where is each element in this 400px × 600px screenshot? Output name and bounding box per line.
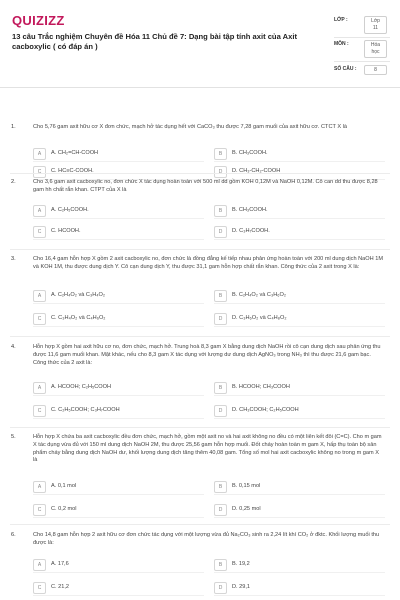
option-underline bbox=[214, 303, 385, 304]
option-underline bbox=[33, 303, 204, 304]
question-divider bbox=[10, 173, 390, 174]
option-text: D. 0,25 mol bbox=[232, 506, 261, 512]
option-letter-box: A bbox=[33, 382, 46, 394]
option-letter-box: C bbox=[33, 504, 46, 516]
option-underline bbox=[33, 218, 204, 219]
option-text: B. 19,2 bbox=[232, 561, 250, 567]
option-letter-box: B bbox=[214, 290, 227, 302]
question-number: 3. bbox=[11, 256, 16, 262]
option-letter-box: D bbox=[214, 504, 227, 516]
option-underline bbox=[214, 595, 385, 596]
option-text: A. CH₂=CH-COOH bbox=[51, 150, 99, 156]
question-divider bbox=[10, 249, 390, 250]
option-b[interactable] bbox=[214, 481, 385, 493]
option-text: B. HCOOH; CH₃COOH bbox=[232, 384, 290, 390]
option-text: C. HC≡C-COOH. bbox=[51, 168, 94, 174]
option-text: B. CH₃COOH. bbox=[232, 207, 268, 213]
class-label: LỚP : bbox=[334, 17, 348, 23]
option-underline bbox=[33, 595, 204, 596]
option-letter-box: D bbox=[214, 166, 227, 178]
option-a[interactable] bbox=[33, 481, 204, 493]
option-text: D. CH₃COOH; C₂H₅COOH bbox=[232, 407, 299, 413]
option-d[interactable] bbox=[214, 313, 385, 325]
option-underline bbox=[33, 418, 204, 419]
option-underline bbox=[214, 161, 385, 162]
option-letter-box: D bbox=[214, 405, 227, 417]
question-count-label: SỐ CÂU : bbox=[334, 66, 357, 72]
option-letter-box: C bbox=[33, 166, 46, 178]
subject-label: MÔN : bbox=[334, 41, 349, 47]
option-letter-box: A bbox=[33, 205, 46, 217]
option-c[interactable] bbox=[33, 313, 204, 325]
option-underline bbox=[214, 494, 385, 495]
option-text: A. HCOOH; C₂H₅COOH bbox=[51, 384, 112, 390]
option-text: D. C₃H₆O₂ và C₄H₈O₂ bbox=[232, 315, 287, 321]
option-underline bbox=[33, 572, 204, 573]
option-c[interactable] bbox=[33, 582, 204, 594]
option-text: D. 29,1 bbox=[232, 584, 251, 590]
option-underline bbox=[214, 572, 385, 573]
option-letter-box: C bbox=[33, 313, 46, 325]
option-letter-box: A bbox=[33, 148, 46, 160]
page-title: 13 câu Trắc nghiệm Chuyên đề Hóa 11 Chủ đề 7: Dạng bài tập tính axit của Axit cacboxylic ( có đáp án ) bbox=[12, 32, 297, 51]
option-letter-box: A bbox=[33, 559, 46, 571]
meta-divider bbox=[334, 37, 390, 38]
option-text: A. C₂H₄O₂ và C₃H₄O₂ bbox=[51, 292, 106, 298]
option-text: C. C₂H₅COOH; C₃H₇COOH bbox=[51, 407, 120, 413]
option-underline bbox=[214, 239, 385, 240]
option-text: C. 0,2 mol bbox=[51, 506, 77, 512]
question-divider bbox=[10, 427, 390, 428]
meta-divider bbox=[334, 61, 390, 62]
option-underline bbox=[33, 161, 204, 162]
option-d[interactable] bbox=[214, 166, 385, 178]
option-letter-box: D bbox=[214, 582, 227, 594]
option-text: B. CH₃COOH. bbox=[232, 150, 268, 156]
option-text: C. C₃H₄O₂ và C₄H₆O₂ bbox=[51, 315, 106, 321]
option-letter-box: A bbox=[33, 481, 46, 493]
question-text: Cho 14,8 gam hỗn hợp 2 axit hữu cơ đơn chức tác dụng với một lượng vừa đủ Na₂CO₃ sinh ra 2,24 lít khí CO₂ ở đktc. Khối lượng muối thu được là: bbox=[33, 532, 380, 546]
option-c[interactable] bbox=[33, 504, 204, 516]
option-a[interactable] bbox=[33, 205, 204, 217]
option-underline bbox=[214, 218, 385, 219]
question-number: 4. bbox=[11, 344, 16, 350]
question-divider bbox=[10, 524, 390, 525]
option-letter-box: B bbox=[214, 481, 227, 493]
option-a[interactable] bbox=[33, 148, 204, 160]
quizizz-logo: QUIZIZZ bbox=[12, 13, 65, 28]
option-text: A. 0,1 mol bbox=[51, 483, 77, 489]
option-letter-box: D bbox=[214, 226, 227, 238]
question-count-value: 8 bbox=[364, 65, 387, 75]
option-c[interactable] bbox=[33, 166, 204, 178]
question-text: Cho 16,4 gam hỗn hợp X gồm 2 axit cacboxylic no, đơn chức là đồng đẳng kế tiếp nhau phản ứng hoàn toàn với 200 ml dung dịch NaOH 1M và KOH 1M, thu được dung dịch Y. Cô cạn dung dịch Y, thu được 31,1 gam hỗn hợp chất rắn khan. Công thức của 2 axit trong X là: bbox=[33, 256, 383, 270]
option-underline bbox=[214, 326, 385, 327]
worksheet-header bbox=[0, 0, 400, 88]
option-b[interactable] bbox=[214, 559, 385, 571]
option-a[interactable] bbox=[33, 382, 204, 394]
option-letter-box: C bbox=[33, 582, 46, 594]
option-letter-box: B bbox=[214, 382, 227, 394]
option-text: D. C₃H₇COOH. bbox=[232, 228, 270, 234]
option-b[interactable] bbox=[214, 382, 385, 394]
option-text: B. C₂H₄O₂ và C₃H₆O₂ bbox=[232, 292, 287, 298]
option-d[interactable] bbox=[214, 582, 385, 594]
option-text: A. C₂H₅COOH. bbox=[51, 207, 89, 213]
option-underline bbox=[33, 494, 204, 495]
option-underline bbox=[214, 418, 385, 419]
option-text: B. 0,15 mol bbox=[232, 483, 261, 489]
question-text: Cho 5,76 gam axit hữu cơ X đơn chức, mạch hở tác dụng hết với CaCO₃ thu được 7,28 gam muối của axit hữu cơ. CTCT X là bbox=[33, 124, 348, 130]
option-b[interactable] bbox=[214, 148, 385, 160]
question-divider bbox=[10, 336, 390, 337]
option-underline bbox=[33, 326, 204, 327]
option-letter-box: B bbox=[214, 559, 227, 571]
option-text: C. HCOOH. bbox=[51, 228, 81, 234]
question-text: Hỗn hợp X gồm hai axit hữu cơ no, đơn chức, mạch hở. Trung hoà 8,3 gam X bằng dung dịch NaOH rồi cô cạn dung dịch sau phản ứng thu được 11,6 gam muối khan. Mặt khác, nếu cho 8,3 gam X tác dụng với lượng dư dung dịch AgNO₃ trong NH₃ thì thu được 21,6 gam bạc. Công thức của 2 axit là: bbox=[33, 344, 381, 366]
option-d[interactable] bbox=[214, 226, 385, 238]
option-letter-box: B bbox=[214, 148, 227, 160]
option-letter-box: C bbox=[33, 226, 46, 238]
class-value: Lớp 11 bbox=[364, 16, 387, 34]
question-number: 1. bbox=[11, 124, 16, 130]
option-underline bbox=[33, 239, 204, 240]
option-c[interactable] bbox=[33, 405, 204, 417]
question-text: Cho 3,6 gam axit cacboxylic no, đơn chức X tác dụng hoàn toàn với 500 ml dd gồm KOH 0,12M và NaOH 0,12M. Cô can dd thu được 8,28 gam hh chất rắn khan. CTPT của X là bbox=[33, 179, 378, 193]
question-text: Hỗn hợp X chứa ba axit cacboxylic đều đơn chức, mạch hở, gồm một axit no và hai axit không no đều có một liên kết đôi (C=C). Cho m gam X tác dụng vừa đủ với 150 ml dung dịch NaOH 2M, thu được 25,56 gam hỗn hợp muối. Đốt cháy hoàn toàn m gam X, hấp thụ toàn bộ sản phẩm cháy bằng dung dịch NaOH dư, khối lượng dung dịch tăng thêm 40,08 gam. Tổng số mol hai axit cacboxylic không no trong m gam X là bbox=[33, 434, 382, 464]
option-underline bbox=[214, 395, 385, 396]
option-underline bbox=[33, 517, 204, 518]
option-b[interactable] bbox=[214, 205, 385, 217]
question-number: 5. bbox=[11, 434, 16, 440]
option-letter-box: B bbox=[214, 205, 227, 217]
option-letter-box: A bbox=[33, 290, 46, 302]
option-text: C. 21,2 bbox=[51, 584, 70, 590]
option-letter-box: D bbox=[214, 313, 227, 325]
option-underline bbox=[214, 517, 385, 518]
option-letter-box: C bbox=[33, 405, 46, 417]
question-number: 6. bbox=[11, 532, 16, 538]
option-c[interactable] bbox=[33, 226, 204, 238]
option-d[interactable] bbox=[214, 405, 385, 417]
option-text: A. 17,6 bbox=[51, 561, 69, 567]
question-number: 2. bbox=[11, 179, 16, 185]
subject-value: Hóa học bbox=[364, 40, 387, 58]
option-d[interactable] bbox=[214, 504, 385, 516]
option-b[interactable] bbox=[214, 290, 385, 302]
option-a[interactable] bbox=[33, 290, 204, 302]
option-underline bbox=[33, 395, 204, 396]
option-a[interactable] bbox=[33, 559, 204, 571]
option-text: D. CH₃-CH₂-COOH bbox=[232, 168, 281, 174]
